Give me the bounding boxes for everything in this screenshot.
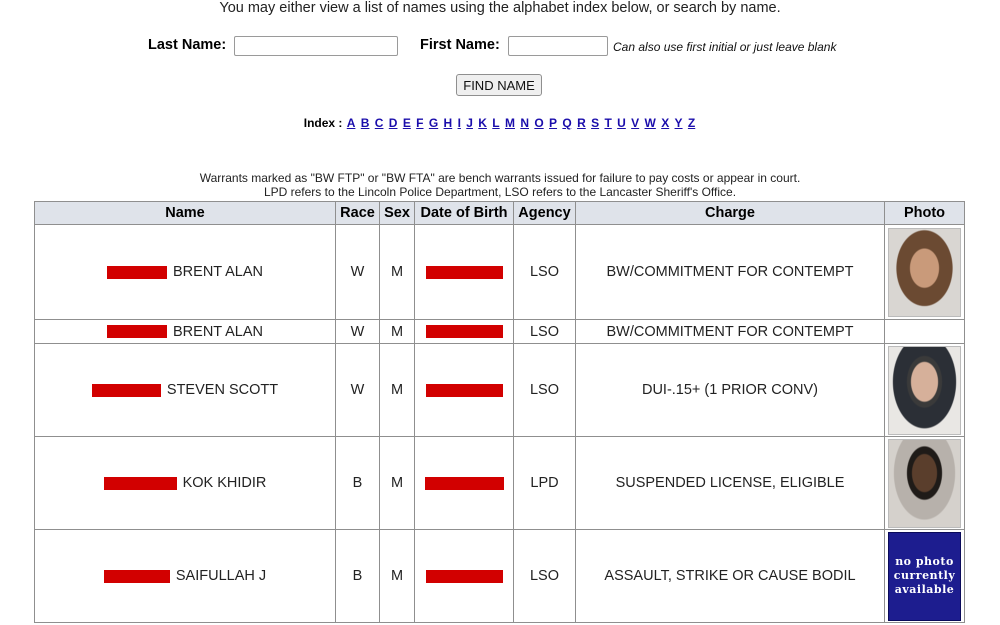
charge-cell: DUI-.15+ (1 PRIOR CONV): [576, 344, 885, 437]
index-letter-u[interactable]: U: [617, 116, 626, 130]
mugshot-photo[interactable]: [888, 228, 961, 317]
index-letter-c[interactable]: C: [374, 116, 384, 130]
redaction-bar: [425, 477, 504, 490]
alphabet-index: [0, 116, 1000, 130]
table-row: [35, 225, 965, 320]
dob-cell: [415, 344, 514, 437]
index-letter-o[interactable]: O: [534, 116, 544, 130]
index-letter-z[interactable]: Z: [687, 116, 696, 130]
name-text: BRENT ALAN: [173, 264, 263, 280]
index-label: Index :: [303, 116, 343, 130]
name-cell: [35, 530, 336, 623]
charge-cell: BW/COMMITMENT FOR CONTEMPT: [576, 320, 885, 344]
index-letter-b[interactable]: B: [360, 116, 370, 130]
last-name-input[interactable]: [234, 36, 398, 56]
warrant-note: [0, 171, 1000, 199]
race-cell: B: [336, 437, 380, 530]
index-letter-s[interactable]: S: [591, 116, 600, 130]
index-letter-m[interactable]: M: [504, 116, 515, 130]
name-text: SAIFULLAH J: [175, 568, 267, 584]
redaction-bar: [426, 266, 503, 279]
redaction-bar: [107, 325, 167, 338]
last-name-label: Last Name:: [148, 37, 227, 53]
sex-cell: M: [380, 320, 415, 344]
header-charge: Charge: [576, 202, 885, 225]
redaction-bar: [107, 266, 167, 279]
agency-cell: LSO: [514, 344, 576, 437]
index-letter-f[interactable]: F: [416, 116, 424, 130]
name-cell: [35, 320, 336, 344]
index-letter-y[interactable]: Y: [674, 116, 683, 130]
index-letter-q[interactable]: Q: [562, 116, 572, 130]
no-photo-placeholder: [888, 532, 961, 621]
index-letter-j[interactable]: J: [466, 116, 473, 130]
table-header-row: [35, 202, 965, 225]
no-photo-line3: available: [894, 583, 955, 596]
agency-cell: LSO: [514, 320, 576, 344]
race-cell: W: [336, 225, 380, 320]
first-name-input[interactable]: [508, 36, 608, 56]
agency-cell: LPD: [514, 437, 576, 530]
name-text: STEVEN SCOTT: [166, 382, 279, 398]
index-letter-k[interactable]: K: [478, 116, 487, 130]
find-name-button[interactable]: FIND NAME: [456, 74, 542, 96]
sex-cell: M: [380, 437, 415, 530]
index-letter-i[interactable]: I: [457, 116, 461, 130]
photo-cell: [885, 344, 965, 437]
name-cell: [35, 344, 336, 437]
table-row: [35, 437, 965, 530]
dob-cell: [415, 437, 514, 530]
mugshot-photo[interactable]: [888, 346, 961, 435]
header-race: Race: [336, 202, 380, 225]
race-cell: B: [336, 530, 380, 623]
index-letter-r[interactable]: R: [577, 116, 586, 130]
index-letter-n[interactable]: N: [520, 116, 529, 130]
redaction-bar: [426, 570, 503, 583]
charge-cell: ASSAULT, STRIKE OR CAUSE BODIL: [576, 530, 885, 623]
header-agency: Agency: [514, 202, 576, 225]
photo-cell: [885, 225, 965, 320]
dob-cell: [415, 530, 514, 623]
dob-cell: [415, 225, 514, 320]
header-sex: Sex: [380, 202, 415, 225]
header-photo: Photo: [885, 202, 965, 225]
no-photo-line1: no photo: [895, 555, 954, 568]
index-letter-e[interactable]: E: [402, 116, 411, 130]
redaction-bar: [426, 384, 503, 397]
table-row: [35, 320, 965, 344]
header-dob: Date of Birth: [415, 202, 514, 225]
photo-cell: [885, 320, 965, 344]
charge-cell: BW/COMMITMENT FOR CONTEMPT: [576, 225, 885, 320]
name-text: BRENT ALAN: [173, 323, 263, 340]
index-letter-h[interactable]: H: [443, 116, 453, 130]
index-letter-t[interactable]: T: [604, 116, 612, 130]
intro-text: You may either view a list of names using the alphabet index below, or search by name.: [219, 0, 781, 16]
index-letter-d[interactable]: D: [388, 116, 398, 130]
sex-cell: M: [380, 344, 415, 437]
header-name: Name: [35, 202, 336, 225]
race-cell: W: [336, 320, 380, 344]
race-cell: W: [336, 344, 380, 437]
agency-cell: LSO: [514, 530, 576, 623]
mugshot-photo[interactable]: [888, 439, 961, 528]
table-row: [35, 530, 965, 623]
dob-cell: [415, 320, 514, 344]
photo-cell: [885, 437, 965, 530]
no-photo-line2: currently: [893, 569, 956, 582]
search-form: [0, 36, 1000, 60]
sex-cell: M: [380, 530, 415, 623]
name-text: KOK KHIDIR: [182, 475, 267, 491]
sex-cell: M: [380, 225, 415, 320]
redaction-bar: [92, 384, 161, 397]
agency-cell: LSO: [514, 225, 576, 320]
warrant-note-line2: LPD refers to the Lincoln Police Department, LSO refers to the Lancaster Sheriff's Office.: [263, 185, 737, 199]
index-letter-a[interactable]: A: [346, 116, 356, 130]
index-letter-l[interactable]: L: [492, 116, 500, 130]
warrants-table: [34, 201, 965, 623]
index-letter-p[interactable]: P: [549, 116, 558, 130]
name-cell: [35, 225, 336, 320]
charge-cell: SUSPENDED LICENSE, ELIGIBLE: [576, 437, 885, 530]
warrant-note-line1: Warrants marked as "BW FTP" or "BW FTA" are bench warrants issued for failure to pay costs or appear in court.: [199, 171, 801, 185]
photo-cell: [885, 530, 965, 623]
index-letter-x[interactable]: X: [661, 116, 670, 130]
first-name-hint: Can also use first initial or just leave blank: [613, 40, 837, 54]
table-row: [35, 344, 965, 437]
redaction-bar: [104, 477, 177, 490]
redaction-bar: [104, 570, 170, 583]
index-letter-v[interactable]: V: [631, 116, 640, 130]
index-letter-g[interactable]: G: [428, 116, 439, 130]
redaction-bar: [426, 325, 503, 338]
name-cell: [35, 437, 336, 530]
index-letter-w[interactable]: W: [644, 116, 656, 130]
first-name-label: First Name:: [420, 37, 500, 53]
